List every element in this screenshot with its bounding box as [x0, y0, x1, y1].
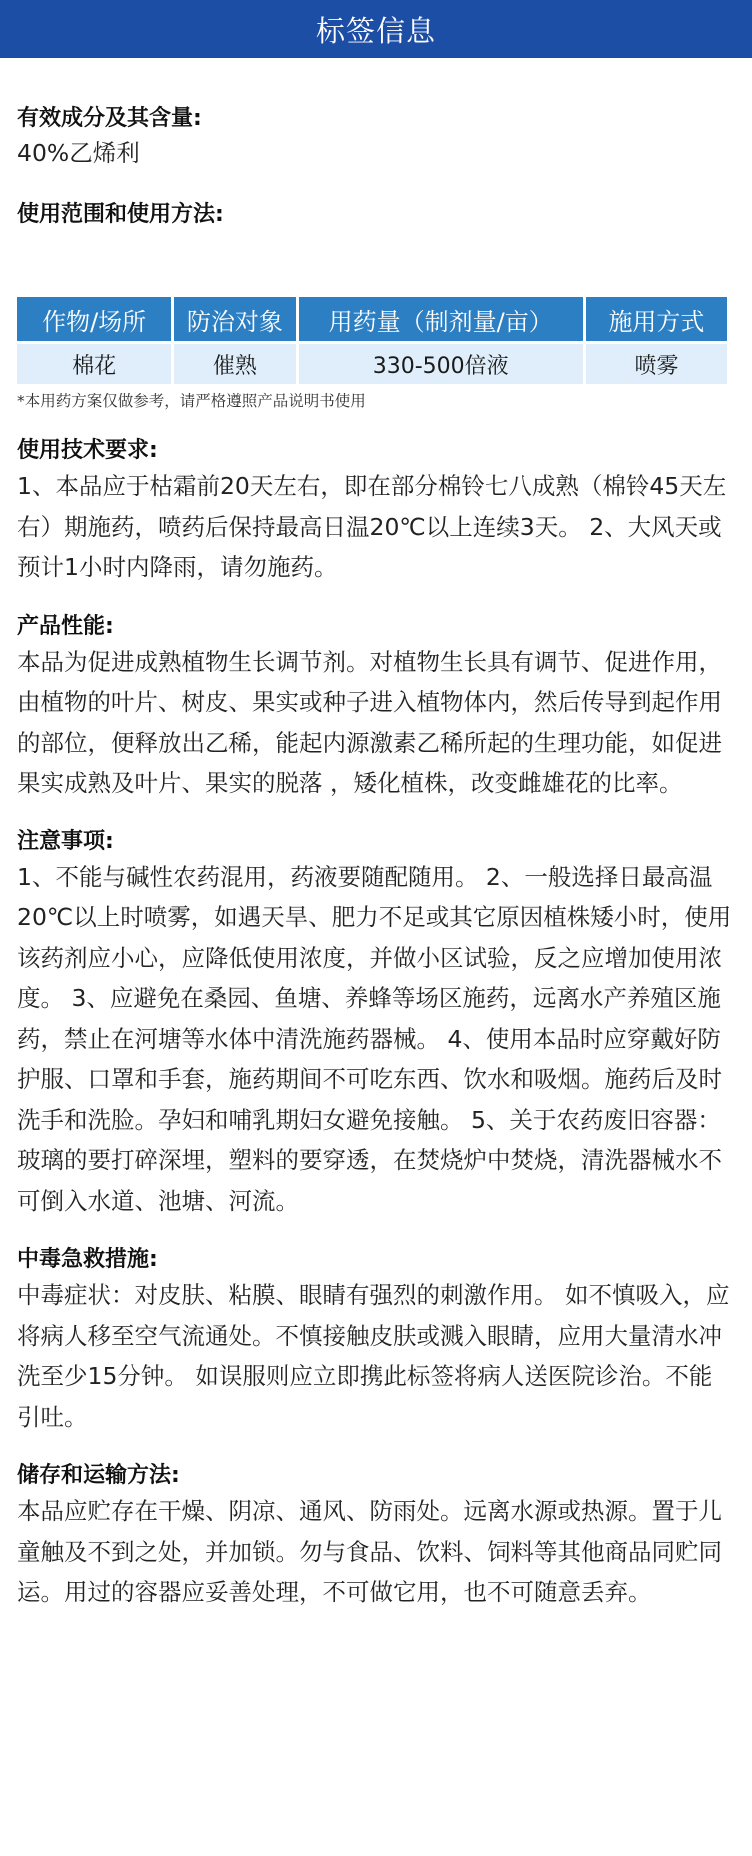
ingredient-title: 有效成分及其含量: — [17, 106, 202, 131]
performance-title: 产品性能: — [17, 613, 114, 639]
usage-table — [14, 297, 730, 384]
cell-target: 催熟 — [174, 344, 295, 384]
first-aid-body: 中毒症状：对皮肤、粘膜、眼睛有强烈的刺激作用。 如不慎吸入，应将病人移至空气流通处。不慎接触皮肤或溅入眼睛，应用大量清水冲洗至少15分钟。 如误服则应立即携此标签将病人送医院诊治。不能引吐。 — [17, 1281, 730, 1431]
col-header-target: 防治对象 — [174, 297, 295, 344]
usage-note: *本用药方案仅做参考，请严格遵照产品说明书使用 — [17, 392, 366, 410]
col-header-method: 施用方式 — [586, 297, 727, 344]
cell-dosage: 330-500倍液 — [299, 344, 583, 384]
usage-table-header — [17, 297, 727, 344]
usage-title: 使用范围和使用方法: — [17, 202, 224, 227]
col-header-dosage: 用药量（制剂量/亩） — [299, 297, 583, 344]
usage-table-wrap — [17, 297, 733, 384]
col-header-crop: 作物/场所 — [17, 297, 171, 344]
page-header — [0, 0, 752, 58]
technique-body: 1、本品应于枯霜前20天左右，即在部分棉铃七八成熟（棉铃45天左右）期施药，喷药后保持最高日温20℃以上连续3天。 2、大风天或预计1小时内降雨，请勿施药。 — [17, 472, 727, 581]
storage-body: 本品应贮存在干燥、阴凉、通风、防雨处。远离水源或热源。置于儿童触及不到之处，并加锁。勿与食品、饮料、饲料等其他商品同贮同运。用过的容器应妥善处理，不可做它用，也不可随意丢弃。 — [17, 1497, 722, 1606]
ingredient-body: 40%乙烯利 — [17, 139, 140, 167]
cell-method: 喷雾 — [586, 344, 727, 384]
label-content — [0, 58, 752, 1613]
first-aid-title: 中毒急救措施: — [17, 1247, 158, 1272]
page-title: 标签信息 — [315, 13, 436, 48]
technique-title: 使用技术要求: — [17, 438, 158, 463]
precautions-title: 注意事项: — [17, 828, 114, 854]
performance-body: 本品为促进成熟植物生长调节剂。对植物生长具有调节、促进作用，由植物的叶片、树皮、果实或种子进入植物体内，然后传导到起作用的部位，便释放出乙稀，能起内源激素乙稀所起的生理功能，如促进果实成熟及叶片、果实的脱落 ，矮化植株，改变雌雄花的比率。 — [17, 647, 722, 797]
precautions-body: 1、不能与碱性农药混用，药液要随配随用。 2、一般选择日最高温20℃以上时喷雾，如遇天旱、肥力不足或其它原因植株矮小时，使用该药剂应小心，应降低使用浓度，并做小区试验，反之应增加使用浓度。 3、应避免在桑园、鱼塘、养蜂等场区施药，远离水产养殖区施药，禁止在河塘等水体中清洗施药器械。 4、使用本品时应穿戴好防护服、口罩和手套，施药期间不可吃东西、饮水和吸烟。施药后及时洗手和洗脸。孕妇和哺乳期妇女避免接触。 5、关于农药废旧容器：玻璃的要打碎深埋，塑料的要穿透，在焚烧炉中焚烧，清洗器械水不可倒入水道、池塘、河流。 — [17, 862, 732, 1215]
storage-title: 储存和运输方法: — [17, 1463, 180, 1488]
cell-crop: 棉花 — [17, 344, 171, 384]
table-row — [17, 344, 727, 384]
